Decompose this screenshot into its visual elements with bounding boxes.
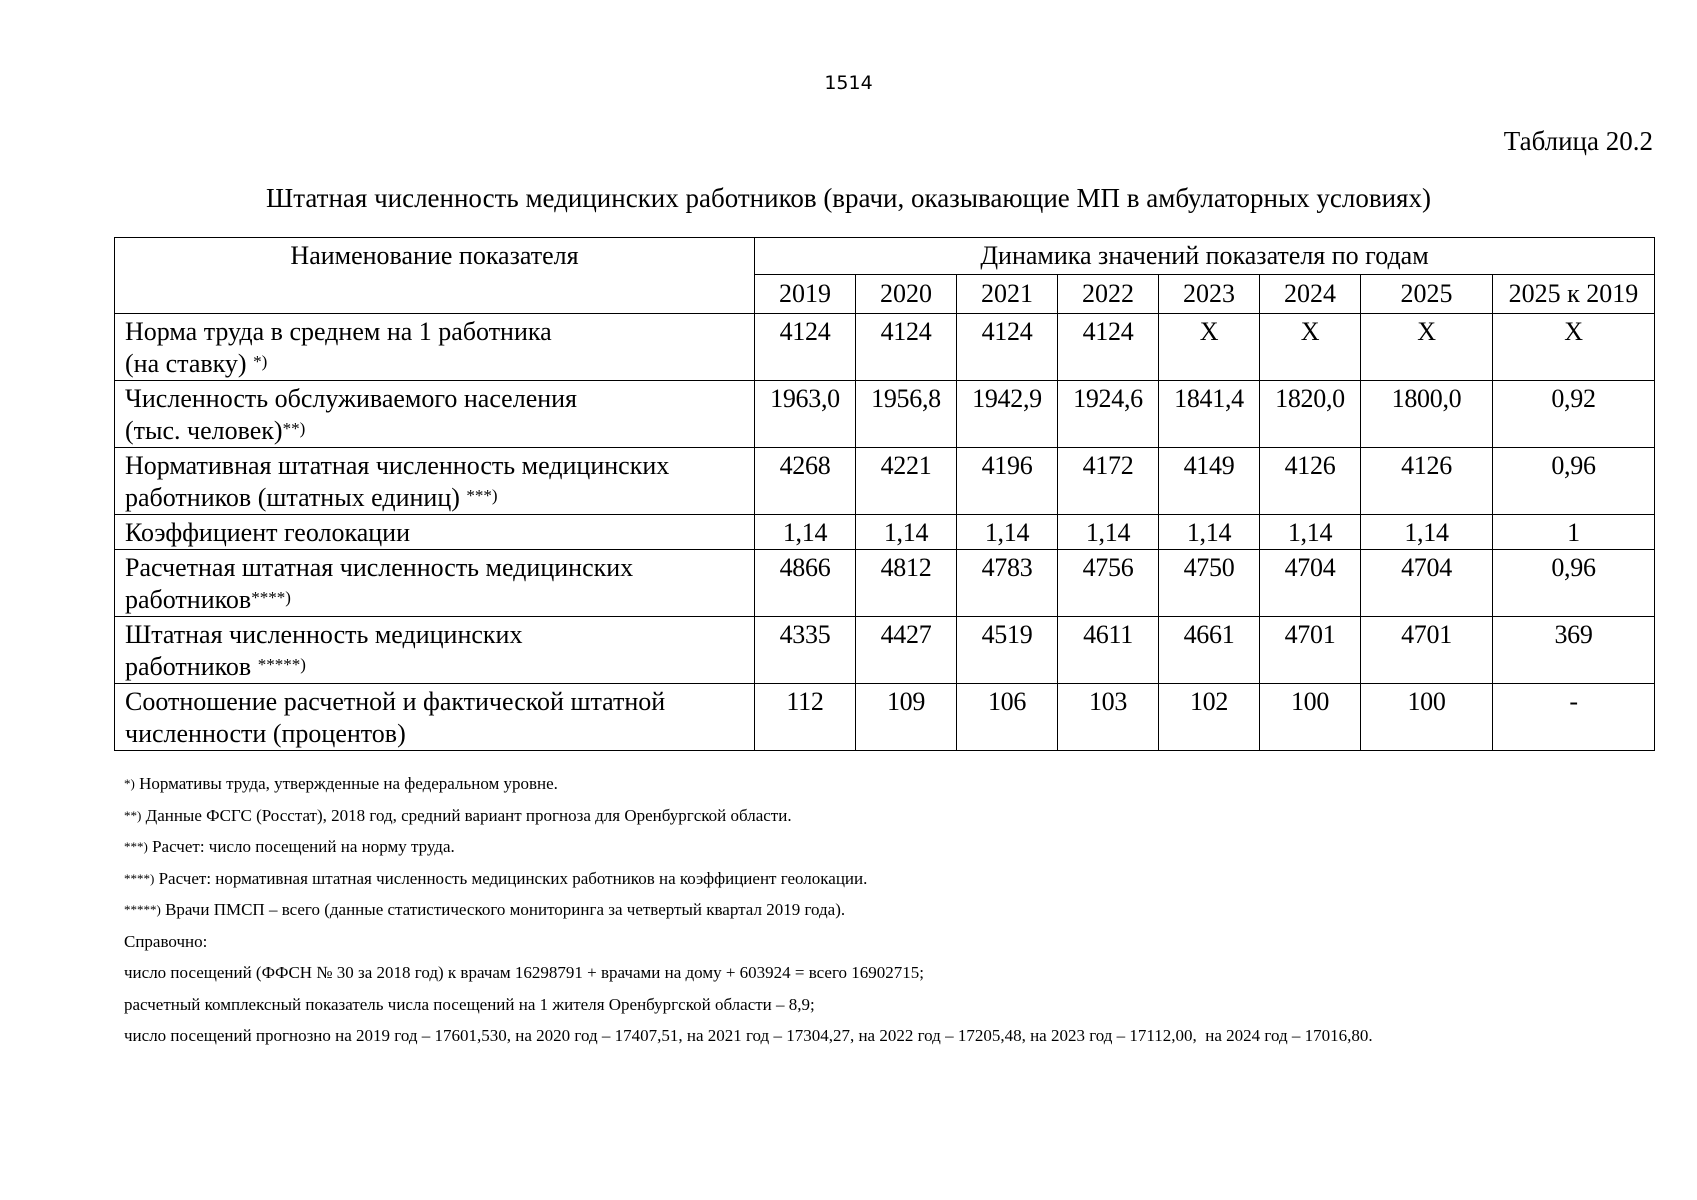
footnote-text: Расчет: число посещений на норму труда.	[147, 837, 455, 856]
value-cell: 4756	[1058, 550, 1159, 617]
value-cell: 4519	[957, 617, 1058, 684]
value-cell: 1956,8	[856, 381, 957, 448]
footnote-text: Нормативы труда, утвержденные на федеральном уровне.	[134, 774, 558, 793]
value-cell: 100	[1361, 684, 1493, 751]
footnote-mark: ***)	[124, 839, 148, 854]
value-cell: 1,14	[856, 515, 957, 550]
value-cell: 4124	[856, 314, 957, 381]
ratio-cell: 0,96	[1493, 448, 1655, 515]
ratio-cell: 1	[1493, 515, 1655, 550]
value-cell: 103	[1058, 684, 1159, 751]
value-cell: 102	[1159, 684, 1260, 751]
indicator-label-line1: Расчетная штатная численность медицинских	[125, 553, 634, 582]
footnote-text: Данные ФСГС (Росстат), 2018 год, средний вариант прогноза для Оренбургской области.	[141, 805, 792, 825]
footnote-mark: ***)	[466, 486, 498, 505]
indicator-label-line2: (тыс. человек)	[125, 416, 283, 445]
value-cell: 1800,0	[1361, 381, 1493, 448]
value-cell: 1,14	[755, 515, 856, 550]
table-row	[115, 684, 1655, 751]
value-cell: 4704	[1260, 550, 1361, 617]
value-cell: 106	[957, 684, 1058, 751]
table-row	[115, 448, 1655, 515]
value-cell: 4124	[957, 314, 1058, 381]
indicator-label-line2: работников (штатных единиц)	[125, 483, 467, 512]
year-header: 2020	[856, 275, 957, 314]
value-cell: 4221	[856, 448, 957, 515]
ratio-cell: -	[1493, 684, 1655, 751]
footnote-text: число посещений прогнозно на 2019 год – 17601,530, на 2020 год – 17407,51, на 2021 год – 17304,27, на 2022 год – 17205,48, на 2023 год – 17112,00, на 2024 год – 17016,80.	[124, 1026, 1373, 1045]
footnote-mark: *****)	[257, 655, 306, 674]
value-cell: 4661	[1159, 617, 1260, 684]
footnote-text: Врачи ПМСП – всего (данные статистического мониторинга за четвертый квартал 2019 года).	[160, 900, 846, 919]
value-cell: 1924,6	[1058, 381, 1159, 448]
table-label: Таблица 20.2	[1503, 126, 1653, 156]
value-cell: 4126	[1361, 448, 1493, 515]
indicator-label-line2: численности (процентов)	[125, 719, 406, 748]
footnote-line	[124, 957, 1664, 989]
value-cell: 4335	[755, 617, 856, 684]
value-cell: 4701	[1260, 617, 1361, 684]
indicator-label-line1: Численность обслуживаемого населения	[125, 384, 578, 413]
value-cell: 4126	[1260, 448, 1361, 515]
value-cell: 4196	[957, 448, 1058, 515]
value-cell: 4704	[1361, 550, 1493, 617]
value-cell: 4427	[856, 617, 957, 684]
indicator-label-line2: работников	[125, 585, 252, 614]
indicator-name-cell	[115, 550, 755, 617]
value-cell: 4124	[1058, 314, 1159, 381]
value-cell: 1942,9	[957, 381, 1058, 448]
indicator-name-cell	[115, 617, 755, 684]
table-row	[115, 515, 1655, 550]
footnote-mark: **)	[282, 419, 306, 438]
year-header: 2019	[755, 275, 856, 314]
dynamics-header: Динамика значений показателя по годам	[755, 238, 1655, 275]
value-cell: 4268	[755, 448, 856, 515]
value-cell: 1,14	[1058, 515, 1159, 550]
indicator-label-line1: Соотношение расчетной и фактической штатной	[125, 687, 666, 716]
value-cell: Х	[1260, 314, 1361, 381]
footnote-mark: ****)	[251, 588, 291, 607]
indicator-label-line1: Коэффициент геолокации	[125, 518, 410, 547]
ratio-header: 2025 к 2019	[1493, 275, 1655, 314]
footnote-line	[124, 831, 1664, 863]
footnote-text: Расчет: нормативная штатная численность медицинских работников на коэффициент геолокации.	[154, 868, 868, 888]
value-cell: 1963,0	[755, 381, 856, 448]
footnote-line	[124, 1020, 1664, 1052]
footnote-line	[124, 800, 1664, 832]
table-row	[115, 550, 1655, 617]
footnotes	[124, 768, 1664, 1052]
staffing-table	[114, 237, 1655, 751]
ratio-cell: 0,92	[1493, 381, 1655, 448]
footnote-line	[124, 863, 1664, 895]
footnote-text: расчетный комплексный показатель числа посещений на 1 жителя Оренбургской области – 8,9;	[124, 994, 815, 1014]
footnote-line	[124, 926, 1664, 958]
indicator-label-line2: работников	[125, 652, 258, 681]
year-header: 2024	[1260, 275, 1361, 314]
table-row	[115, 314, 1655, 381]
table-row	[115, 381, 1655, 448]
footnote-line	[124, 768, 1664, 800]
value-cell: 1,14	[957, 515, 1058, 550]
year-header: 2025	[1361, 275, 1493, 314]
value-cell: 4701	[1361, 617, 1493, 684]
indicator-label-line2: (на ставку)	[125, 349, 254, 378]
footnote-text: Справочно:	[124, 931, 208, 951]
value-cell: 1,14	[1361, 515, 1493, 550]
value-cell: 109	[856, 684, 957, 751]
footnote-mark: ****)	[124, 870, 155, 886]
footnote-text: число посещений (ФФСН № 30 за 2018 год) к врачам 16298791 + врачами на дому + 603924 = всего 16902715;	[124, 963, 924, 982]
indicator-name-cell	[115, 448, 755, 515]
value-cell: 1,14	[1159, 515, 1260, 550]
indicator-name-header: Наименование показателя	[115, 238, 755, 314]
footnote-mark: *)	[253, 352, 268, 371]
indicator-label-line1: Нормативная штатная численность медицинских	[125, 451, 670, 480]
value-cell: 4172	[1058, 448, 1159, 515]
value-cell: Х	[1361, 314, 1493, 381]
indicator-name-cell	[115, 381, 755, 448]
value-cell: 4783	[957, 550, 1058, 617]
value-cell: 4812	[856, 550, 957, 617]
value-cell: 1,14	[1260, 515, 1361, 550]
page-number: 1514	[824, 72, 873, 94]
footnote-line	[124, 989, 1664, 1021]
value-cell: Х	[1159, 314, 1260, 381]
value-cell: 4750	[1159, 550, 1260, 617]
indicator-name-cell	[115, 314, 755, 381]
value-cell: 4124	[755, 314, 856, 381]
year-header: 2022	[1058, 275, 1159, 314]
year-header: 2021	[957, 275, 1058, 314]
footnote-line	[124, 894, 1664, 926]
year-header: 2023	[1159, 275, 1260, 314]
value-cell: 1841,4	[1159, 381, 1260, 448]
header-row-1	[115, 238, 1655, 275]
table-row	[115, 617, 1655, 684]
value-cell: 4866	[755, 550, 856, 617]
value-cell: 4149	[1159, 448, 1260, 515]
indicator-label-line1: Штатная численность медицинских	[125, 620, 523, 649]
value-cell: 112	[755, 684, 856, 751]
ratio-cell: 369	[1493, 617, 1655, 684]
ratio-cell: Х	[1493, 314, 1655, 381]
indicator-name-cell	[115, 515, 755, 550]
value-cell: 100	[1260, 684, 1361, 751]
indicator-name-cell	[115, 684, 755, 751]
value-cell: 4611	[1058, 617, 1159, 684]
ratio-cell: 0,96	[1493, 550, 1655, 617]
footnote-mark: *****)	[124, 902, 161, 917]
indicator-label-line1: Норма труда в среднем на 1 работника	[125, 317, 552, 346]
footnote-mark: *)	[124, 776, 135, 791]
value-cell: 1820,0	[1260, 381, 1361, 448]
footnote-mark: **)	[124, 807, 142, 823]
table-caption: Штатная численность медицинских работников (врачи, оказывающие МП в амбулаторных условиях)	[266, 183, 1431, 213]
